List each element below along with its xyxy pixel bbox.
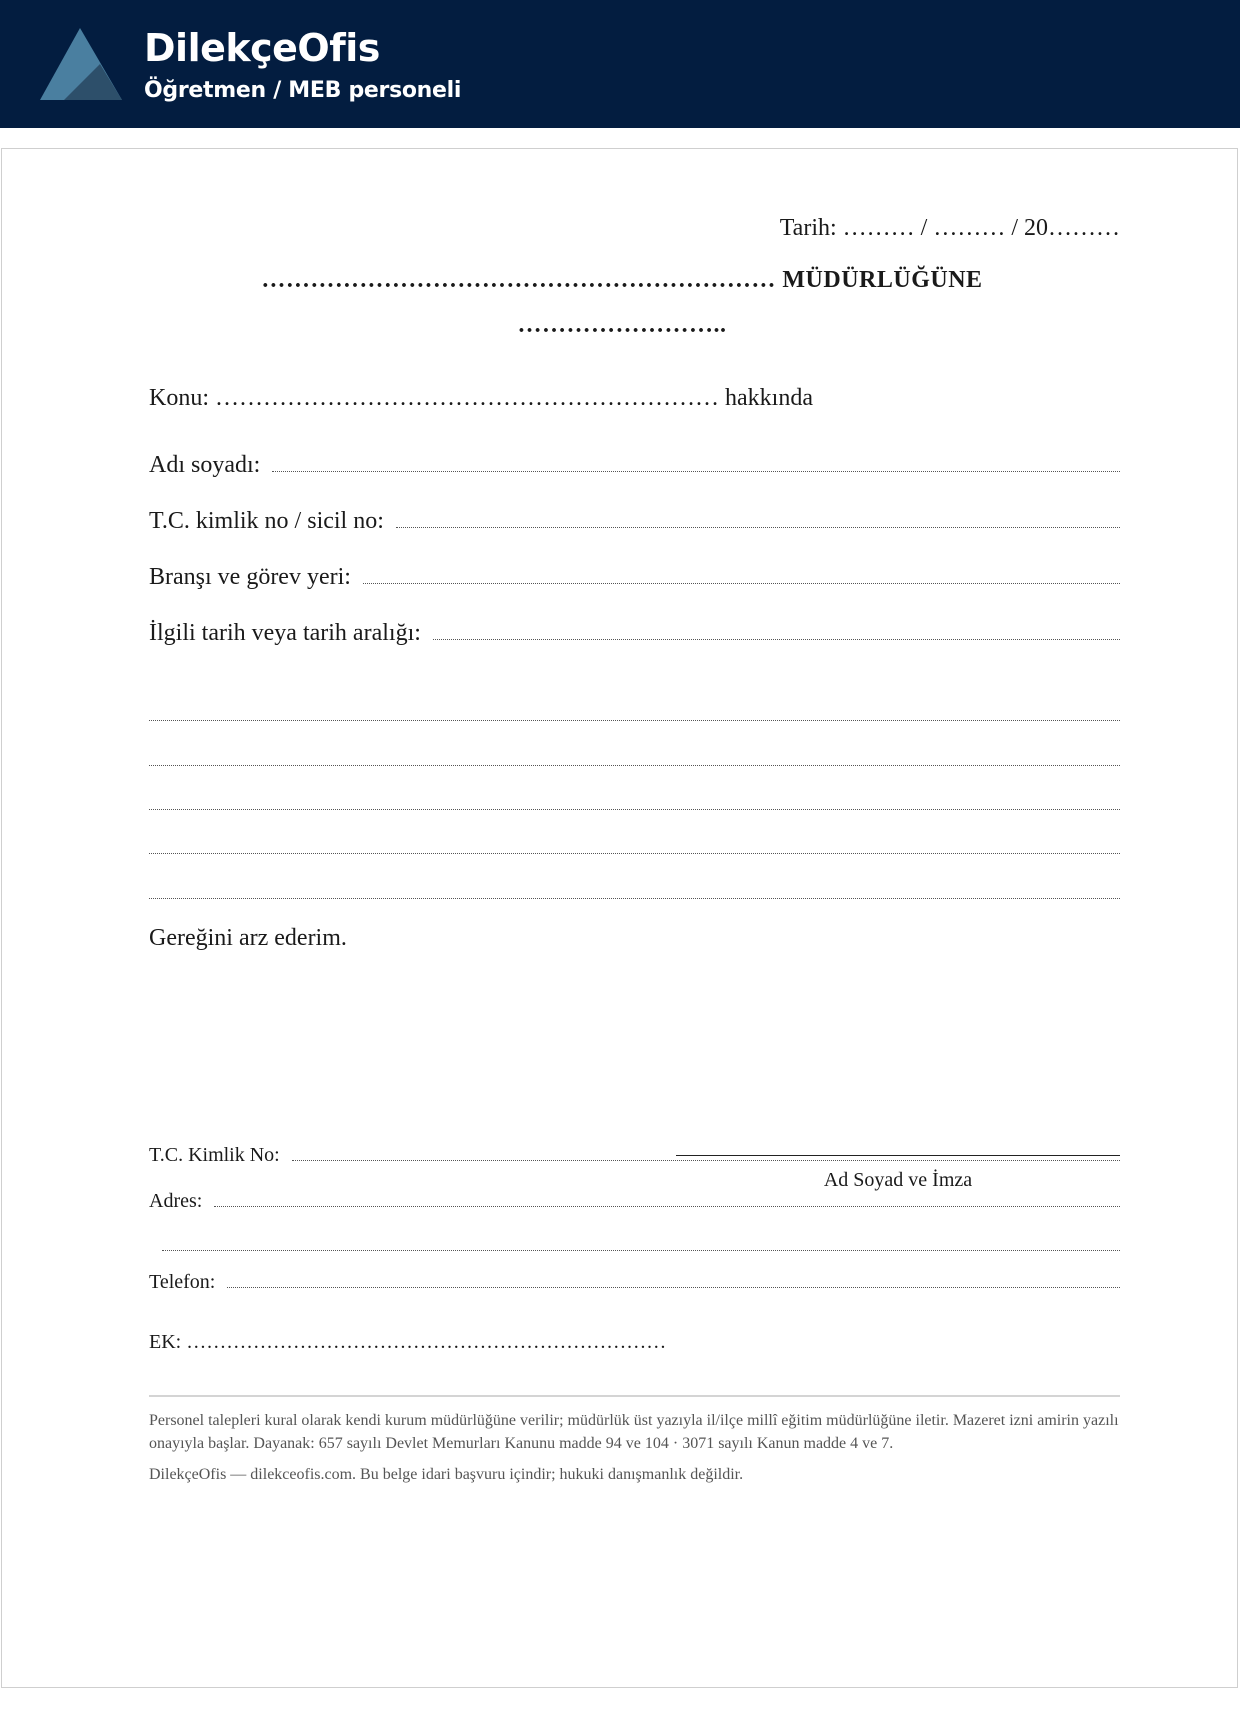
addressee-heading: ……………………………………………………… MÜDÜRLÜĞÜNE: [261, 267, 983, 293]
address-field[interactable]: [149, 1190, 1120, 1213]
id-blank: [396, 526, 1120, 528]
disclaimer: DilekçeOfis — dilekceofis.com. Bu belge idari başvuru içindir; hukuki danışmanlık değildir.: [149, 1466, 744, 1483]
closing-text: Gereğini arz ederim.: [149, 925, 347, 951]
date-line: Tarih: ……… / ……… / 20………: [779, 215, 1120, 241]
name-blank: [272, 470, 1120, 472]
address-label: Adres:: [149, 1190, 203, 1212]
branch-blank: [363, 582, 1120, 584]
date-range-blank: [433, 638, 1120, 640]
branch-field[interactable]: [149, 564, 1120, 591]
phone-blank: [227, 1286, 1120, 1288]
footer-divider: [149, 1395, 1120, 1397]
body-line-4[interactable]: [149, 853, 1120, 854]
signature-label: Ad Soyad ve İmza: [823, 1169, 973, 1191]
brand-subtitle: Öğretmen / MEB personeli: [144, 78, 462, 103]
date-range-label: İlgili tarih veya tarih aralığı:: [149, 620, 421, 646]
name-field[interactable]: [149, 452, 1120, 479]
branch-label: Branşı ve görev yeri:: [149, 564, 351, 590]
subject-line: Konu: ……………………………………………………… hakkında: [149, 385, 813, 411]
app-header: [0, 0, 1240, 128]
addressee-subline: ……………………..: [517, 312, 727, 338]
address-line-2[interactable]: [162, 1250, 1120, 1251]
id-field[interactable]: [149, 508, 1120, 535]
tc-blank: [292, 1159, 1120, 1161]
petition-page: [1, 148, 1238, 1688]
brand-title: DilekçeOfis: [144, 26, 380, 70]
body-line-2[interactable]: [149, 765, 1120, 766]
legal-note: Personel talepleri kural olarak kendi kurum müdürlüğüne verilir; müdürlük üst yazıyla il/ilçe millî eğitim müdürlüğüne iletir. Mazeret izni amirin yazılı onayıyla başlar. Dayanak: 657 sayılı Devlet Memurları Kanunu madde 94 ve 104 · 3071 sayılı Kanun madde 4 ve 7.: [149, 1412, 1119, 1452]
tc-field[interactable]: [149, 1144, 1120, 1167]
body-line-3[interactable]: [149, 809, 1120, 810]
date-range-field[interactable]: [149, 620, 1120, 647]
name-label: Adı soyadı:: [149, 452, 261, 478]
phone-label: Telefon:: [149, 1271, 216, 1293]
tc-label: T.C. Kimlik No:: [149, 1144, 280, 1166]
triangle-logo-icon: [40, 28, 122, 100]
attachment-line: EK: ………………………………………………………………: [149, 1331, 667, 1353]
address-blank: [214, 1205, 1120, 1207]
body-line-5[interactable]: [149, 898, 1120, 899]
id-label: T.C. kimlik no / sicil no:: [149, 508, 384, 534]
body-line-1[interactable]: [149, 720, 1120, 721]
phone-field[interactable]: [149, 1271, 1120, 1294]
